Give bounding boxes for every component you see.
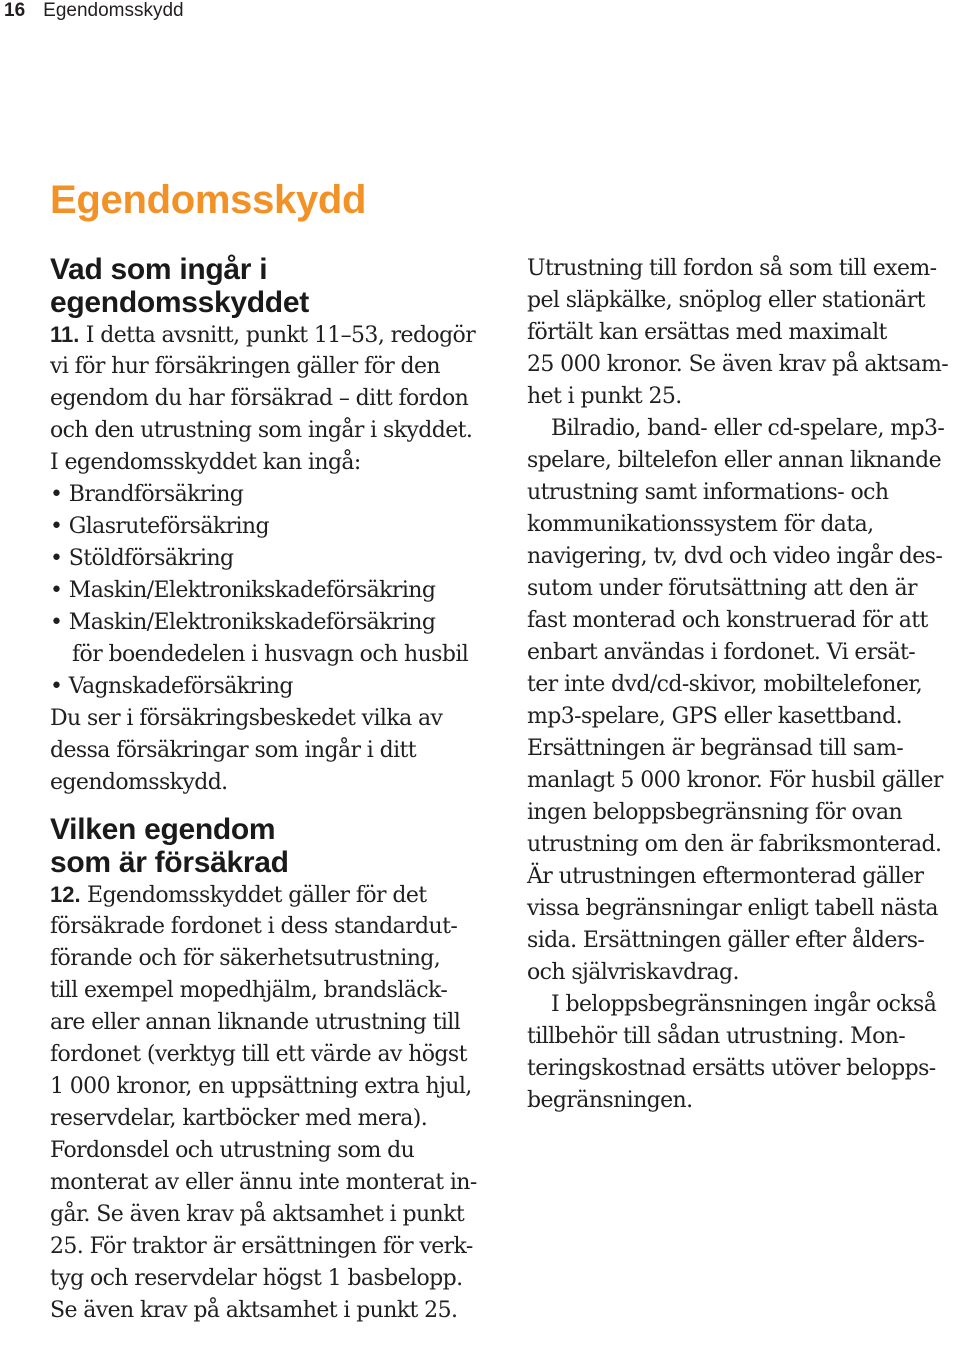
list-item: • Maskin/Elektronikskadeförsäkring: [50, 610, 436, 635]
paragraph-number: 12.: [50, 882, 81, 907]
page-title: Egendomsskydd: [50, 178, 367, 222]
paragraph-line: och den utrustning som ingår i skyddet.: [50, 418, 473, 443]
section-heading-line: Vilken egendom: [50, 813, 276, 846]
section-heading-line: egendomsskyddet: [50, 286, 309, 319]
paragraph-number: 11.: [50, 322, 80, 347]
paragraph-line: utrustning om den är fabriksmonterad.: [527, 832, 942, 857]
paragraph-line: försäkrade fordonet i dess standardut-: [50, 914, 458, 939]
paragraph-line: Se även krav på aktsamhet i punkt 25.: [50, 1298, 458, 1323]
paragraph-line: I beloppsbegränsningen ingår också: [551, 992, 937, 1017]
paragraph-line: går. Se även krav på aktsamhet i punkt: [50, 1202, 465, 1227]
running-title: Egendomsskydd: [43, 0, 184, 21]
paragraph-line: 25. För traktor är ersättningen för verk-: [50, 1234, 473, 1259]
page-header: [0, 0, 184, 22]
paragraph-line: ter inte dvd/cd-skivor, mobiltelefoner,: [527, 672, 923, 697]
paragraph-line: spelare, biltelefon eller annan liknande: [527, 448, 942, 473]
paragraph-line: kommunikationssystem för data,: [527, 512, 874, 537]
paragraph-line: utrustning samt informations- och: [527, 480, 889, 505]
list-item: • Maskin/Elektronikskadeförsäkring: [50, 578, 436, 603]
paragraph-line: 25 000 kronor. Se även krav på aktsam-: [527, 352, 949, 377]
paragraph-line: navigering, tv, dvd och video ingår des-: [527, 544, 943, 569]
paragraph-line: fordonet (verktyg till ett värde av högst: [50, 1042, 467, 1067]
paragraph-text: Egendomsskyddet gäller för det: [80, 883, 427, 908]
paragraph-line: I egendomsskyddet kan ingå:: [50, 450, 361, 475]
paragraph-line: pel släpkälke, snöplog eller stationärt: [527, 288, 925, 313]
paragraph-line: och självriskavdrag.: [527, 960, 739, 985]
paragraph-line: fast monterad och konstruerad för att: [527, 608, 928, 633]
paragraph-line: tillbehör till sådan utrustning. Mon-: [527, 1024, 906, 1049]
paragraph-line: tyg och reservdelar högst 1 basbelopp.: [50, 1266, 463, 1291]
section-heading-line: Vad som ingår i: [50, 253, 268, 286]
paragraph-line: vi för hur försäkringen gäller för den: [50, 354, 441, 379]
paragraph-line: egendom du har försäkrad – ditt fordon: [50, 386, 469, 411]
paragraph-line: begränsningen.: [527, 1088, 693, 1113]
paragraph-line: Fordonsdel och utrustning som du: [50, 1138, 415, 1163]
paragraph-line: Är utrustningen eftermonterad gäller: [527, 864, 924, 889]
left-column: [50, 253, 490, 1327]
paragraph-line: enbart användas i fordonet. Vi ersät-: [527, 640, 916, 665]
paragraph-line: Du ser i försäkringsbeskedet vilka av: [50, 706, 443, 731]
paragraph-line: ingen beloppsbegränsning för ovan: [527, 800, 903, 825]
paragraph-line: manlagt 5 000 kronor. För husbil gäller: [527, 768, 943, 793]
paragraph-line: vissa begränsningar enligt tabell nästa: [527, 896, 938, 921]
paragraph-line: förtält kan ersättas med maximalt: [527, 320, 887, 345]
paragraph-line: dessa försäkringar som ingår i ditt: [50, 738, 416, 763]
list-item: • Stöldförsäkring: [50, 546, 234, 571]
paragraph-line: Bilradio, band- eller cd-spelare, mp3-: [551, 416, 945, 441]
paragraph-line: förande och för säkerhetsutrustning,: [50, 946, 441, 971]
paragraph-line: monterat av eller ännu inte monterat in-: [50, 1170, 477, 1195]
paragraph-line: reservdelar, kartböcker med mera).: [50, 1106, 428, 1131]
paragraph-line: het i punkt 25.: [527, 384, 682, 409]
list-item: • Glasruteförsäkring: [50, 514, 269, 539]
paragraph-line: [50, 319, 490, 351]
paragraph-line: Utrustning till fordon så som till exem-: [527, 256, 937, 281]
paragraph-line: teringskostnad ersätts utöver belopps-: [527, 1056, 936, 1081]
list-item: • Brandförsäkring: [50, 482, 244, 507]
paragraph-line: [50, 879, 490, 911]
paragraph-text: I detta avsnitt, punkt 11–53, redogör: [79, 323, 476, 348]
list-item-continuation: för boendedelen i husvagn och husbil: [72, 642, 469, 667]
section-heading-line: som är försäkrad: [50, 846, 289, 879]
list-item: • Vagnskadeförsäkring: [50, 674, 293, 699]
paragraph-line: are eller annan liknande utrustning till: [50, 1010, 461, 1035]
paragraph-line: egendomsskydd.: [50, 770, 228, 795]
paragraph-line: Ersättningen är begränsad till sam-: [527, 736, 904, 761]
paragraph-line: sutom under förutsättning att den är: [527, 576, 917, 601]
paragraph-line: till exempel mopedhjälm, brandsläck-: [50, 978, 448, 1003]
page-number: 16: [4, 0, 26, 21]
paragraph-line: sida. Ersättningen gäller efter ålders-: [527, 928, 925, 953]
paragraph-line: 1 000 kronor, en uppsättning extra hjul,: [50, 1074, 472, 1099]
paragraph-line: mp3-spelare, GPS eller kasettband.: [527, 704, 902, 729]
right-column: [527, 253, 955, 1117]
